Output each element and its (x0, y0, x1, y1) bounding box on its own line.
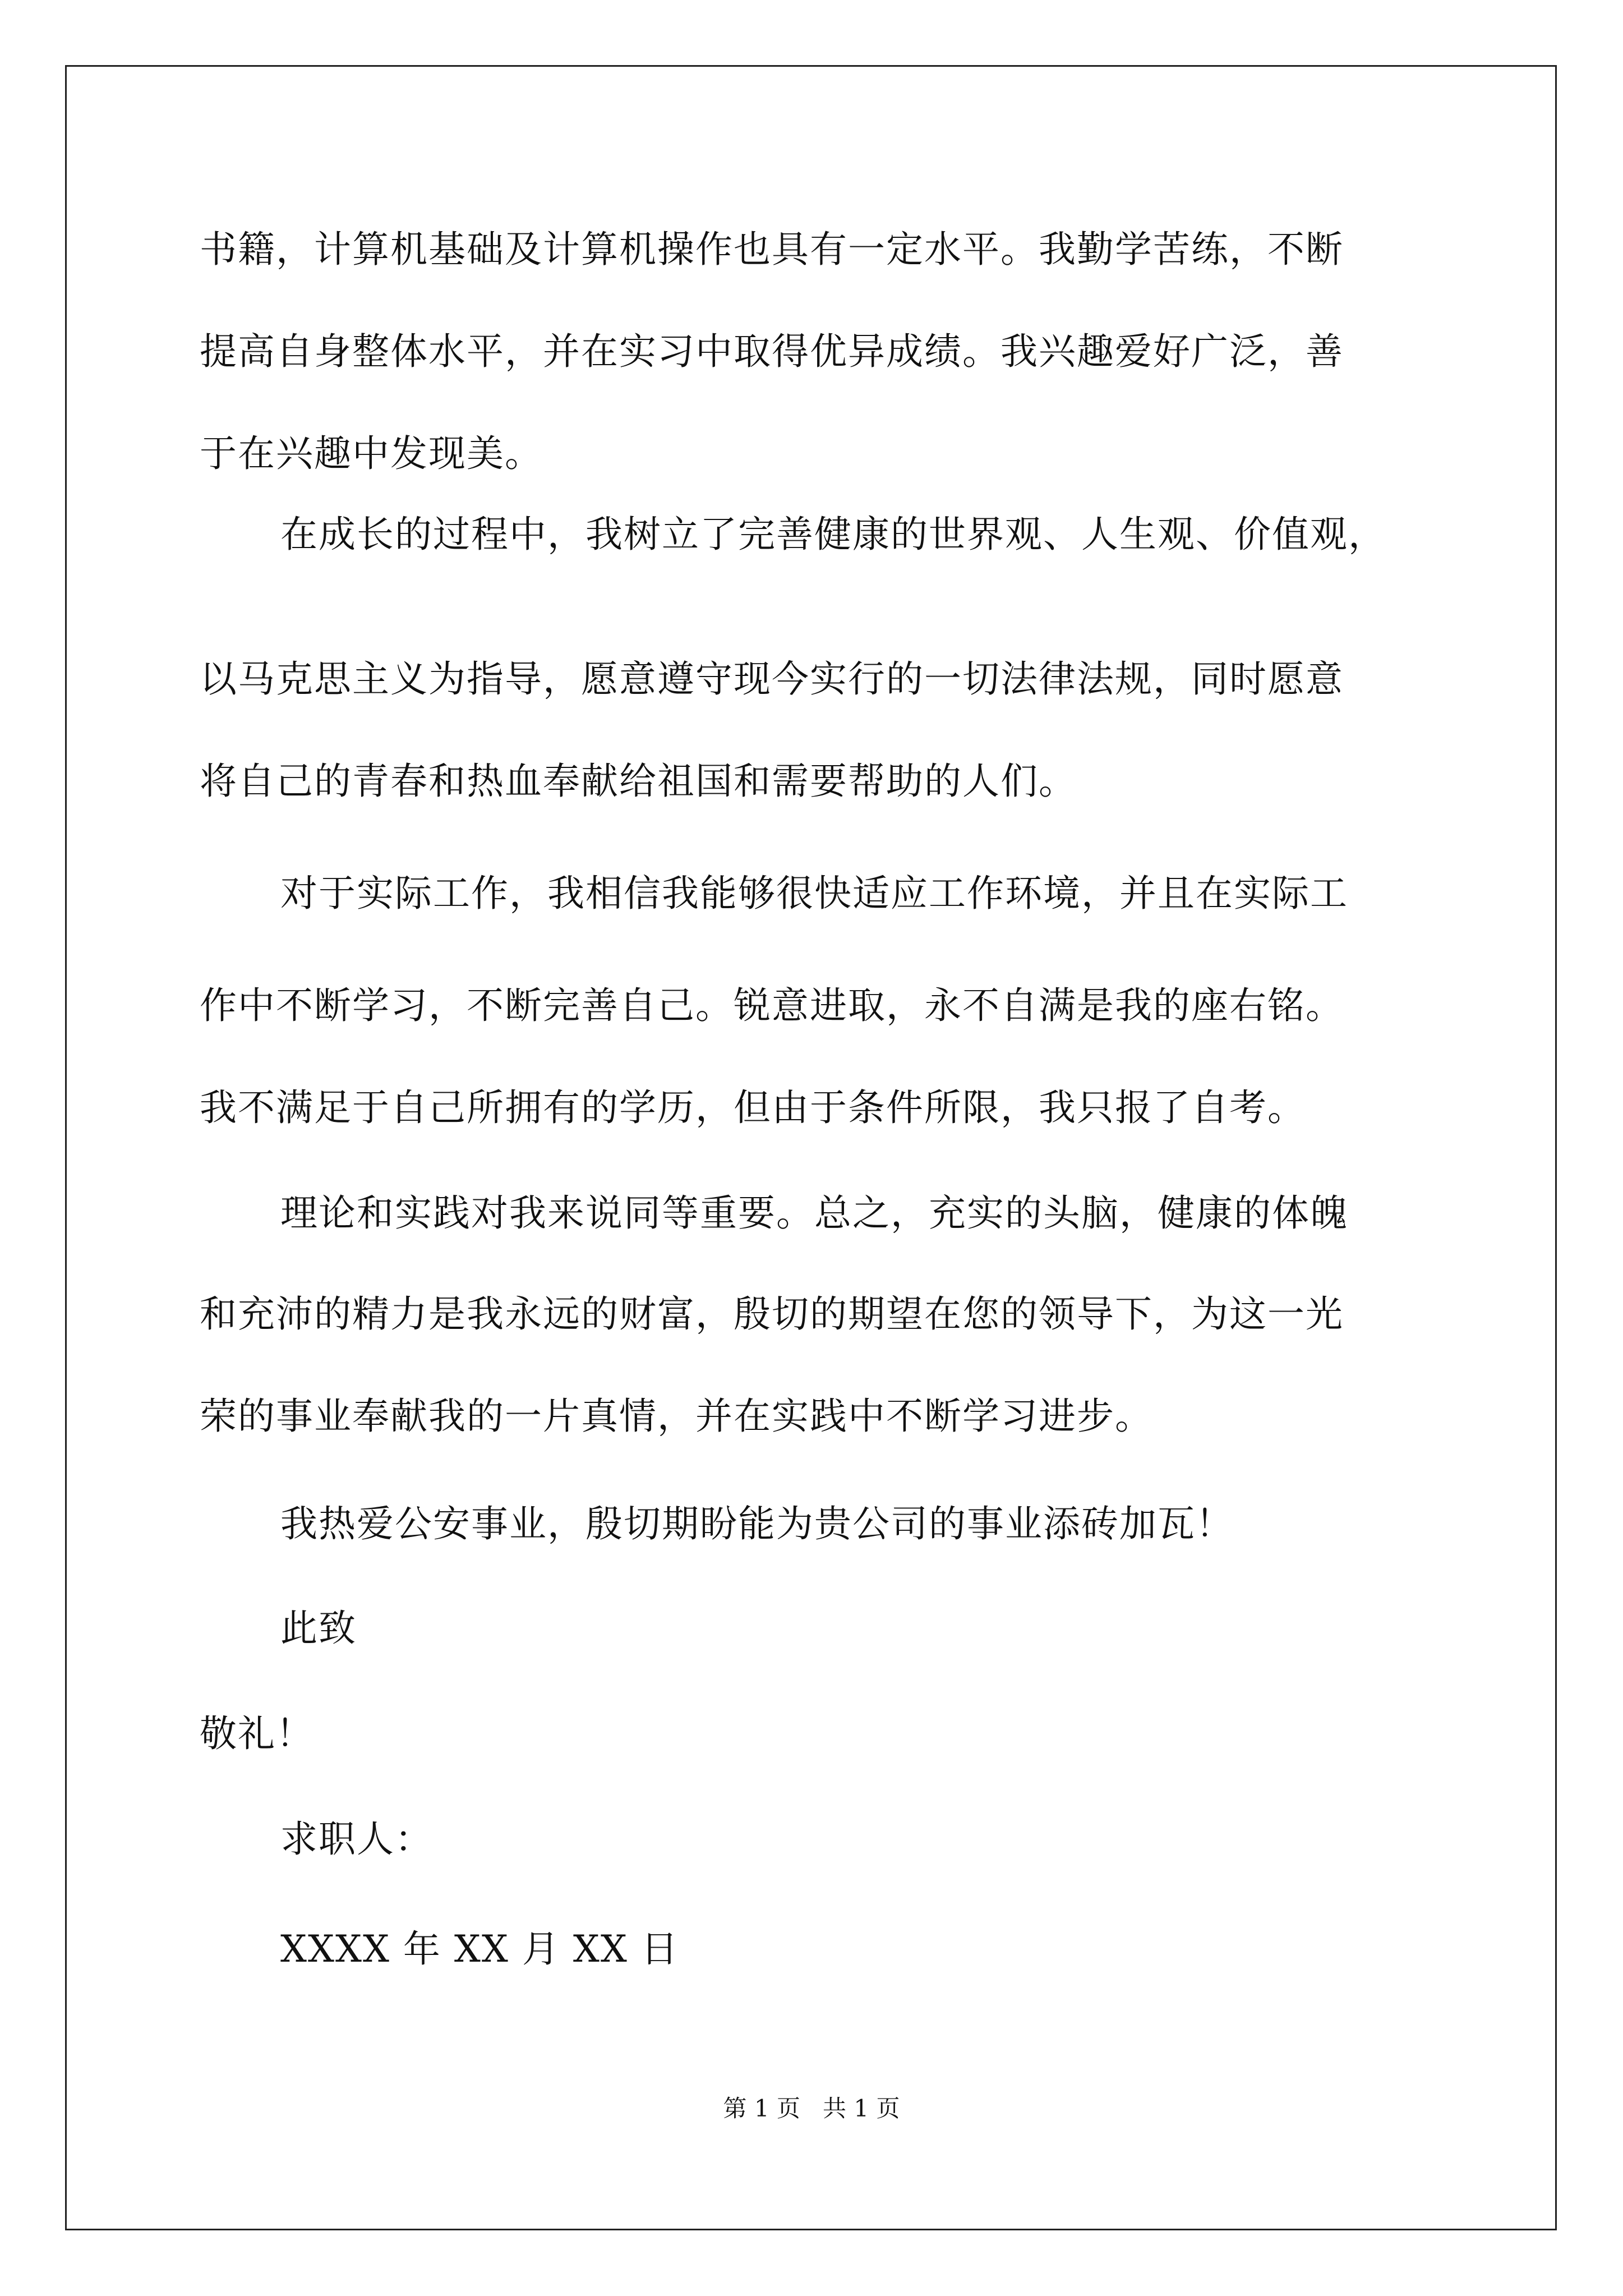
body-text-line: 书籍，计算机基础及计算机操作也具有一定水平。我勤学苦练，不断 (200, 228, 1344, 271)
body-text-line: 对于实际工作，我相信我能够很快适应工作环境，并且在实际工 (280, 872, 1348, 915)
closing-regards: 敬礼！ (200, 1712, 314, 1755)
body-text-line: 作中不断学习，不断完善自己。锐意进取，永不自满是我的座右铭。 (200, 984, 1344, 1027)
applicant-signature-label: 求职人： (280, 1818, 433, 1861)
body-text-line: 提高自身整体水平，并在实习中取得优异成绩。我兴趣爱好广泛，善 (200, 330, 1344, 373)
page-footer: 第 1 页 共 1 页 (723, 2095, 900, 2122)
body-text-line: 于在兴趣中发现美。 (200, 432, 543, 475)
body-text-line: 荣的事业奉献我的一片真情，并在实践中不断学习进步。 (200, 1395, 1153, 1438)
body-text-line: 和充沛的精力是我永远的财富，殷切的期望在您的领导下，为这一光 (200, 1292, 1344, 1336)
body-text-line: 以马克思主义为指导，愿意遵守现今实行的一切法律法规，同时愿意 (200, 657, 1344, 701)
body-text-line: 在成长的过程中，我树立了完善健康的世界观、人生观、价值观， (280, 513, 1386, 556)
body-text-line: 将自己的青春和热血奉献给祖国和需要帮助的人们。 (200, 760, 1077, 803)
body-text-line: 我热爱公安事业，殷切期盼能为贵公司的事业添砖加瓦！ (280, 1502, 1234, 1545)
page-border (65, 65, 1557, 2230)
body-text-line: 理论和实践对我来说同等重要。总之，充实的头脑，健康的体魄 (280, 1191, 1348, 1235)
body-text-line: 我不满足于自己所拥有的学历，但由于条件所限，我只报了自考。 (200, 1086, 1306, 1129)
closing-salutation: 此致 (280, 1607, 357, 1650)
signature-date: XXXX 年 XX 月 XX 日 (280, 1927, 679, 1971)
